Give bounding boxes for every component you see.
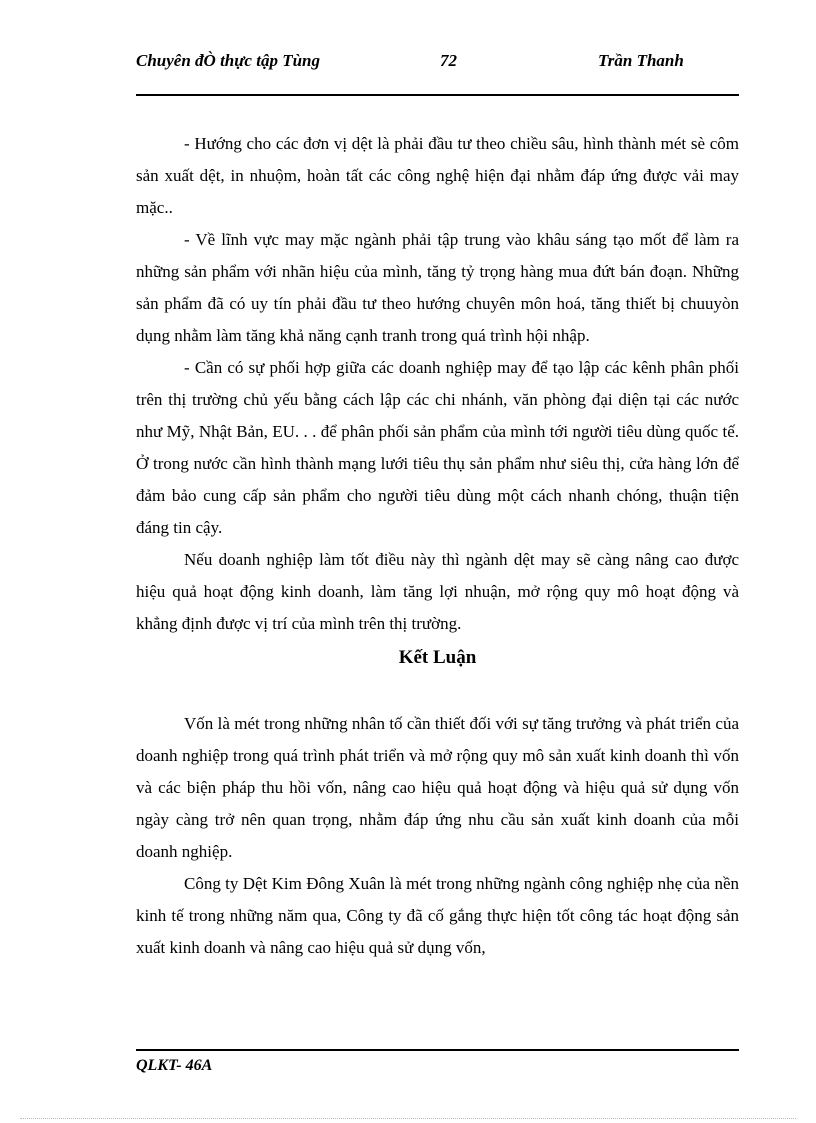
footer-label: QLKT- 46A xyxy=(136,1057,213,1074)
paragraph-company-intro: Công ty Dệt Kim Đông Xuân là mét trong những ngành công nghiệp nhẹ của nền kinh tế trong những năm qua, Công ty đã cố gắng thực hiện tốt công tác hoạt động sản xuất kinh doanh và nâng cao hiệu quả sử dụng vốn, xyxy=(136,874,739,957)
section-heading-conclusion: Kết Luận xyxy=(398,647,477,668)
page-number: 72 xyxy=(440,51,457,70)
page-header xyxy=(136,50,739,94)
paragraph-garment-sector: - Về lĩnh vực may mặc ngành phải tập trung vào khâu sáng tạo mốt để làm ra những sản phẩm với nhãn hiệu của mình, tăng tỷ trọng hàng mua đứt bán đoạn. Những sản phẩm đã có uy tín phải đầu tư theo hướng chuyên môn hoá, tăng thiết bị chuuyòn dụng nhằm làm tăng khả năng cạnh tranh trong quá trình hội nhập. xyxy=(136,230,739,345)
header-author: Trần Thanh xyxy=(598,51,684,70)
header-divider xyxy=(136,94,739,96)
paragraph-outcome: Nếu doanh nghiệp làm tốt điều này thì ngành dệt may sẽ càng nâng cao được hiệu quả hoạt động kinh doanh, làm tăng lợi nhuận, mở rộng quy mô hoạt động và khẳng định được vị trí của mình trên thị trường. xyxy=(136,550,739,633)
paragraph-textile-investment: - Hướng cho các đơn vị dệt là phải đầu tư theo chiều sâu, hình thành mét sè côm sản xuất dệt, in nhuộm, hoàn tất các công nghệ hiện đại nhằm đáp ứng được vải may mặc.. xyxy=(136,134,739,217)
paragraph-distribution-channels: - Cần có sự phối hợp giữa các doanh nghiệp may để tạo lập các kênh phân phối trên thị trường chủ yếu bằng cách lập các chi nhánh, văn phòng đại diện tại các nước như Mỹ, Nhật Bản, EU. . . để phân phối sản phẩm của mình tới người tiêu dùng quốc tế. Ở trong nước cần hình thành mạng lưới tiêu thụ sản phẩm như siêu thị, cửa hàng lớn để đảm bảo cung cấp sản phẩm cho người tiêu dùng một cách nhanh chóng, thuận tiện đáng tin cậy. xyxy=(136,358,739,537)
paragraph-capital-importance: Vốn là mét trong những nhân tố cần thiết đối với sự tăng trưởng và phát triển của doanh nghiệp trong quá trình phát triển và mở rộng quy mô sản xuất kinh doanh thì vốn và các biện pháp thu hồi vốn, nâng cao hiệu quả hoạt động và hiệu quả sử dụng vốn ngày càng trở nên quan trọng, nhằm đáp ứng nhu cầu sản xuất kinh doanh của mỗi doanh nghiệp. xyxy=(136,714,739,861)
document-body xyxy=(136,128,739,964)
footer-divider xyxy=(136,1049,739,1051)
page-bottom-edge xyxy=(20,1118,796,1119)
header-title: Chuyên đÒ thực tập Tùng xyxy=(136,51,320,70)
